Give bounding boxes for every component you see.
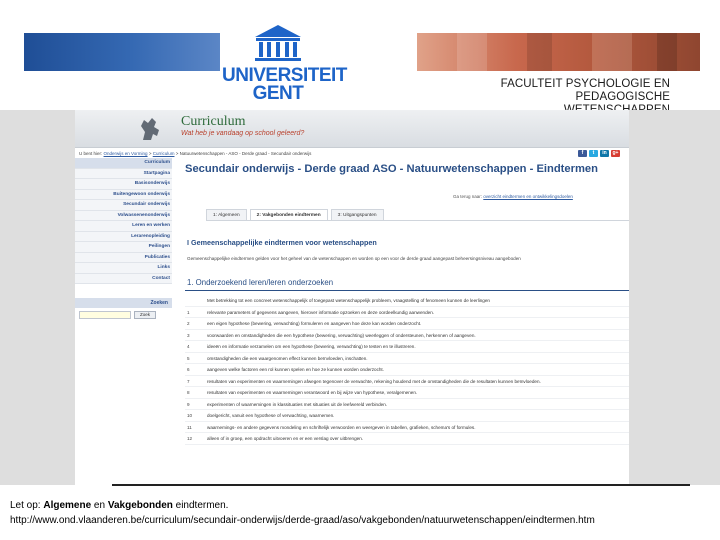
row-text: ideeën en informatie verzamelen om een hypothese (bewering, verwachting) te testen en te illustreren. bbox=[207, 344, 416, 349]
sidebar-item-volwassenen[interactable]: Volwassenenonderwijs bbox=[75, 211, 172, 222]
ugent-logo bbox=[222, 23, 347, 105]
table-row bbox=[185, 433, 629, 445]
sidebar-item-basisonderwijs[interactable]: Basisonderwijs bbox=[75, 179, 172, 190]
social-buttons bbox=[578, 150, 620, 157]
row-number: 5 bbox=[187, 355, 190, 361]
main-content bbox=[179, 158, 629, 485]
row-number: 4 bbox=[187, 344, 190, 349]
section-intro: Gemeenschappelijke eindtermen gelden voor het geheel van de wetenschappen en worden op een voor de derde graad aangepast beheersingsniveau aangeboden bbox=[187, 256, 521, 261]
table-row bbox=[185, 307, 629, 319]
row-text: relevante parameters of gegevens aangeven, hierover informatie opzoeken en deze oordeelkundig aanwenden. bbox=[207, 309, 435, 315]
sidebar-item-secundair[interactable]: Secundair onderwijs bbox=[75, 200, 172, 211]
table-row bbox=[185, 330, 629, 342]
tab-uitgangspunten[interactable]: 3: Uitgangspunten bbox=[331, 209, 384, 220]
back-link-row bbox=[453, 194, 573, 199]
row-text: resultaten van experimenten en waarnemingen afwegen tegenover de verwachte, rekening houdend met de omstandigheden die de resultaten kunnen beïnvloeden. bbox=[207, 378, 541, 384]
sidebar-item-links[interactable]: Links bbox=[75, 263, 172, 274]
row-text: alleen of in groep, een opdracht uitvoeren en er een verslag over uitbrengen. bbox=[207, 436, 364, 441]
tab-vakgebonden[interactable]: 2: Vakgebonden eindtermen bbox=[250, 209, 328, 220]
row-text: aangeven welke factoren een rol kunnen spelen en hoe ze kunnen worden onderzocht. bbox=[207, 367, 384, 372]
row-number: 10 bbox=[187, 413, 193, 418]
subsection-heading-1: 1. Onderzoekend leren/leren onderzoeken bbox=[187, 278, 334, 287]
caption-url[interactable]: http://www.ond.vlaanderen.be/curriculum/secundair-onderwijs/derde-graad/aso/vakgebonden/natuurwetenschappen/eindtermen.htm bbox=[10, 515, 595, 526]
sidebar-item-leren-en-werken[interactable]: Leren en werken bbox=[75, 221, 172, 232]
row-number: 2 bbox=[187, 321, 190, 326]
row-number: 3 bbox=[187, 332, 190, 338]
sidebar-nav bbox=[75, 158, 172, 485]
sidebar-item-contact[interactable]: Contact bbox=[75, 274, 172, 285]
table-row bbox=[185, 364, 629, 376]
sidebar-item-buitengewoon[interactable]: Buitengewoon onderwijs bbox=[75, 190, 172, 201]
tab-divider bbox=[206, 220, 629, 221]
sidebar-spacer bbox=[75, 284, 172, 298]
search-row bbox=[75, 311, 172, 319]
table-row bbox=[185, 376, 629, 388]
website-screenshot bbox=[75, 110, 629, 485]
row-text: experimenten of waarnemingen in klassituaties met situaties uit de leefwereld verbinden. bbox=[207, 401, 388, 407]
caption-suffix: eindtermen. bbox=[172, 500, 229, 511]
table-row bbox=[185, 341, 629, 353]
table-row bbox=[185, 318, 629, 330]
back-link[interactable]: overzicht eindtermen en ontwikkelingsdoelen bbox=[483, 194, 573, 199]
sidebar-item-startpagina[interactable]: Startpagina bbox=[75, 169, 172, 180]
caption-bold-algemene: Algemene bbox=[43, 500, 92, 511]
sidebar-item-peilingen[interactable]: Peilingen bbox=[75, 242, 172, 253]
breadcrumb-prefix: U bent hier: bbox=[79, 151, 103, 156]
table-row bbox=[185, 387, 629, 399]
table-row bbox=[185, 295, 629, 307]
row-text: doelgericht, vanuit een hypothese of verwachting, waarnemen. bbox=[207, 413, 335, 418]
site-banner bbox=[75, 110, 629, 148]
facebook-icon[interactable]: f bbox=[578, 150, 587, 157]
table-row bbox=[185, 422, 629, 434]
table-row bbox=[185, 410, 629, 422]
caption-prefix: Let op: bbox=[10, 500, 44, 511]
subsection-rule bbox=[185, 290, 629, 291]
row-number: 1 bbox=[187, 309, 190, 315]
search-input[interactable] bbox=[79, 311, 131, 319]
search-heading: Zoeken bbox=[75, 298, 172, 308]
sidebar-item-curriculum[interactable]: Curriculum bbox=[75, 158, 172, 169]
divider-line bbox=[112, 484, 690, 486]
faculty-line1: FACULTEIT PSYCHOLOGIE EN bbox=[500, 78, 670, 90]
caption-line1 bbox=[10, 498, 595, 513]
table-row bbox=[185, 353, 629, 365]
row-text: waarnemings- en andere gegevens mondeling en schriftelijk verwoorden en weergeven in tabellen, grafieken, schema's of formules. bbox=[207, 424, 476, 430]
section-heading: I Gemeenschappelijke eindtermen voor wetenschappen bbox=[187, 238, 377, 247]
row-number bbox=[185, 295, 207, 306]
logo-text-gent: GENT bbox=[252, 83, 304, 104]
row-number: 12 bbox=[187, 436, 193, 441]
linkedin-icon[interactable]: in bbox=[600, 150, 609, 157]
breadcrumb-link-curriculum[interactable]: Curriculum bbox=[152, 151, 175, 156]
search-button[interactable]: Zoek bbox=[134, 311, 156, 319]
logo-text-universiteit: UNIVERSITEIT bbox=[222, 65, 347, 86]
header-band-blue bbox=[24, 33, 220, 71]
breadcrumb-rest: Natuurwetenschappen - ASO - Derde graad - Secundair onderwijs bbox=[179, 151, 312, 156]
site-subtitle: Wat heb je vandaag op school geleerd? bbox=[181, 130, 305, 137]
row-text: Met betrekking tot een concreet wetenschappelijk of toegepast wetenschappelijk probleem, vraagstelling of fenomeen kunnen de leerlingen bbox=[207, 298, 490, 303]
header-band-photo bbox=[417, 33, 700, 71]
tab-bar bbox=[206, 209, 387, 220]
breadcrumb: U bent hier: Onderwijs en Vorming > Curriculum > Natuurwetenschappen - ASO - Derde graad - Secundair onderwijs bbox=[79, 151, 312, 156]
tab-algemeen[interactable]: 1: Algemeen bbox=[206, 209, 247, 220]
back-link-prefix: Ga terug naar: bbox=[453, 194, 483, 199]
sidebar-item-publicaties[interactable]: Publicaties bbox=[75, 253, 172, 264]
row-number: 7 bbox=[187, 378, 190, 384]
table-row bbox=[185, 399, 629, 411]
page-title: Secundair onderwijs - Derde graad ASO - Natuurwetenschappen - Eindtermen bbox=[185, 163, 598, 175]
caption-mid: en bbox=[91, 500, 108, 511]
row-text: resultaten van experimenten en waarnemingen verantwoord en bij wijze van hypothese, veralgemenen. bbox=[207, 390, 418, 395]
twitter-icon[interactable]: t bbox=[589, 150, 598, 157]
row-text: een eigen hypothese (bewering, verwachting) formuleren en aangeven hoe deze kan worden onderzocht. bbox=[207, 321, 422, 326]
google-plus-icon[interactable]: g+ bbox=[612, 150, 619, 156]
row-number: 9 bbox=[187, 401, 190, 407]
row-number: 8 bbox=[187, 390, 190, 395]
sidebar-item-lerarenopleiding[interactable]: Lerarenopleiding bbox=[75, 232, 172, 243]
row-text: voorwaarden en omstandigheden die een hypothese (bewering, verwachting) weerleggen of ondersteunen, herkennen of aangeven. bbox=[207, 332, 476, 338]
row-number: 11 bbox=[187, 424, 192, 430]
caption-bold-vakgebonden: Vakgebonden bbox=[107, 500, 173, 511]
faculty-line2: PEDAGOGISCHE bbox=[575, 91, 670, 103]
flemish-lion-icon bbox=[135, 114, 165, 144]
row-number: 6 bbox=[187, 367, 190, 372]
breadcrumb-link-onderwijs[interactable]: Onderwijs en Vorming bbox=[103, 151, 148, 156]
temple-icon bbox=[251, 23, 305, 63]
row-text: omstandigheden die een waargenomen effect kunnen beïnvloeden, inschatten. bbox=[207, 355, 368, 361]
site-title: Curriculum bbox=[181, 114, 246, 129]
eindtermen-table bbox=[185, 295, 629, 445]
caption bbox=[10, 498, 595, 528]
